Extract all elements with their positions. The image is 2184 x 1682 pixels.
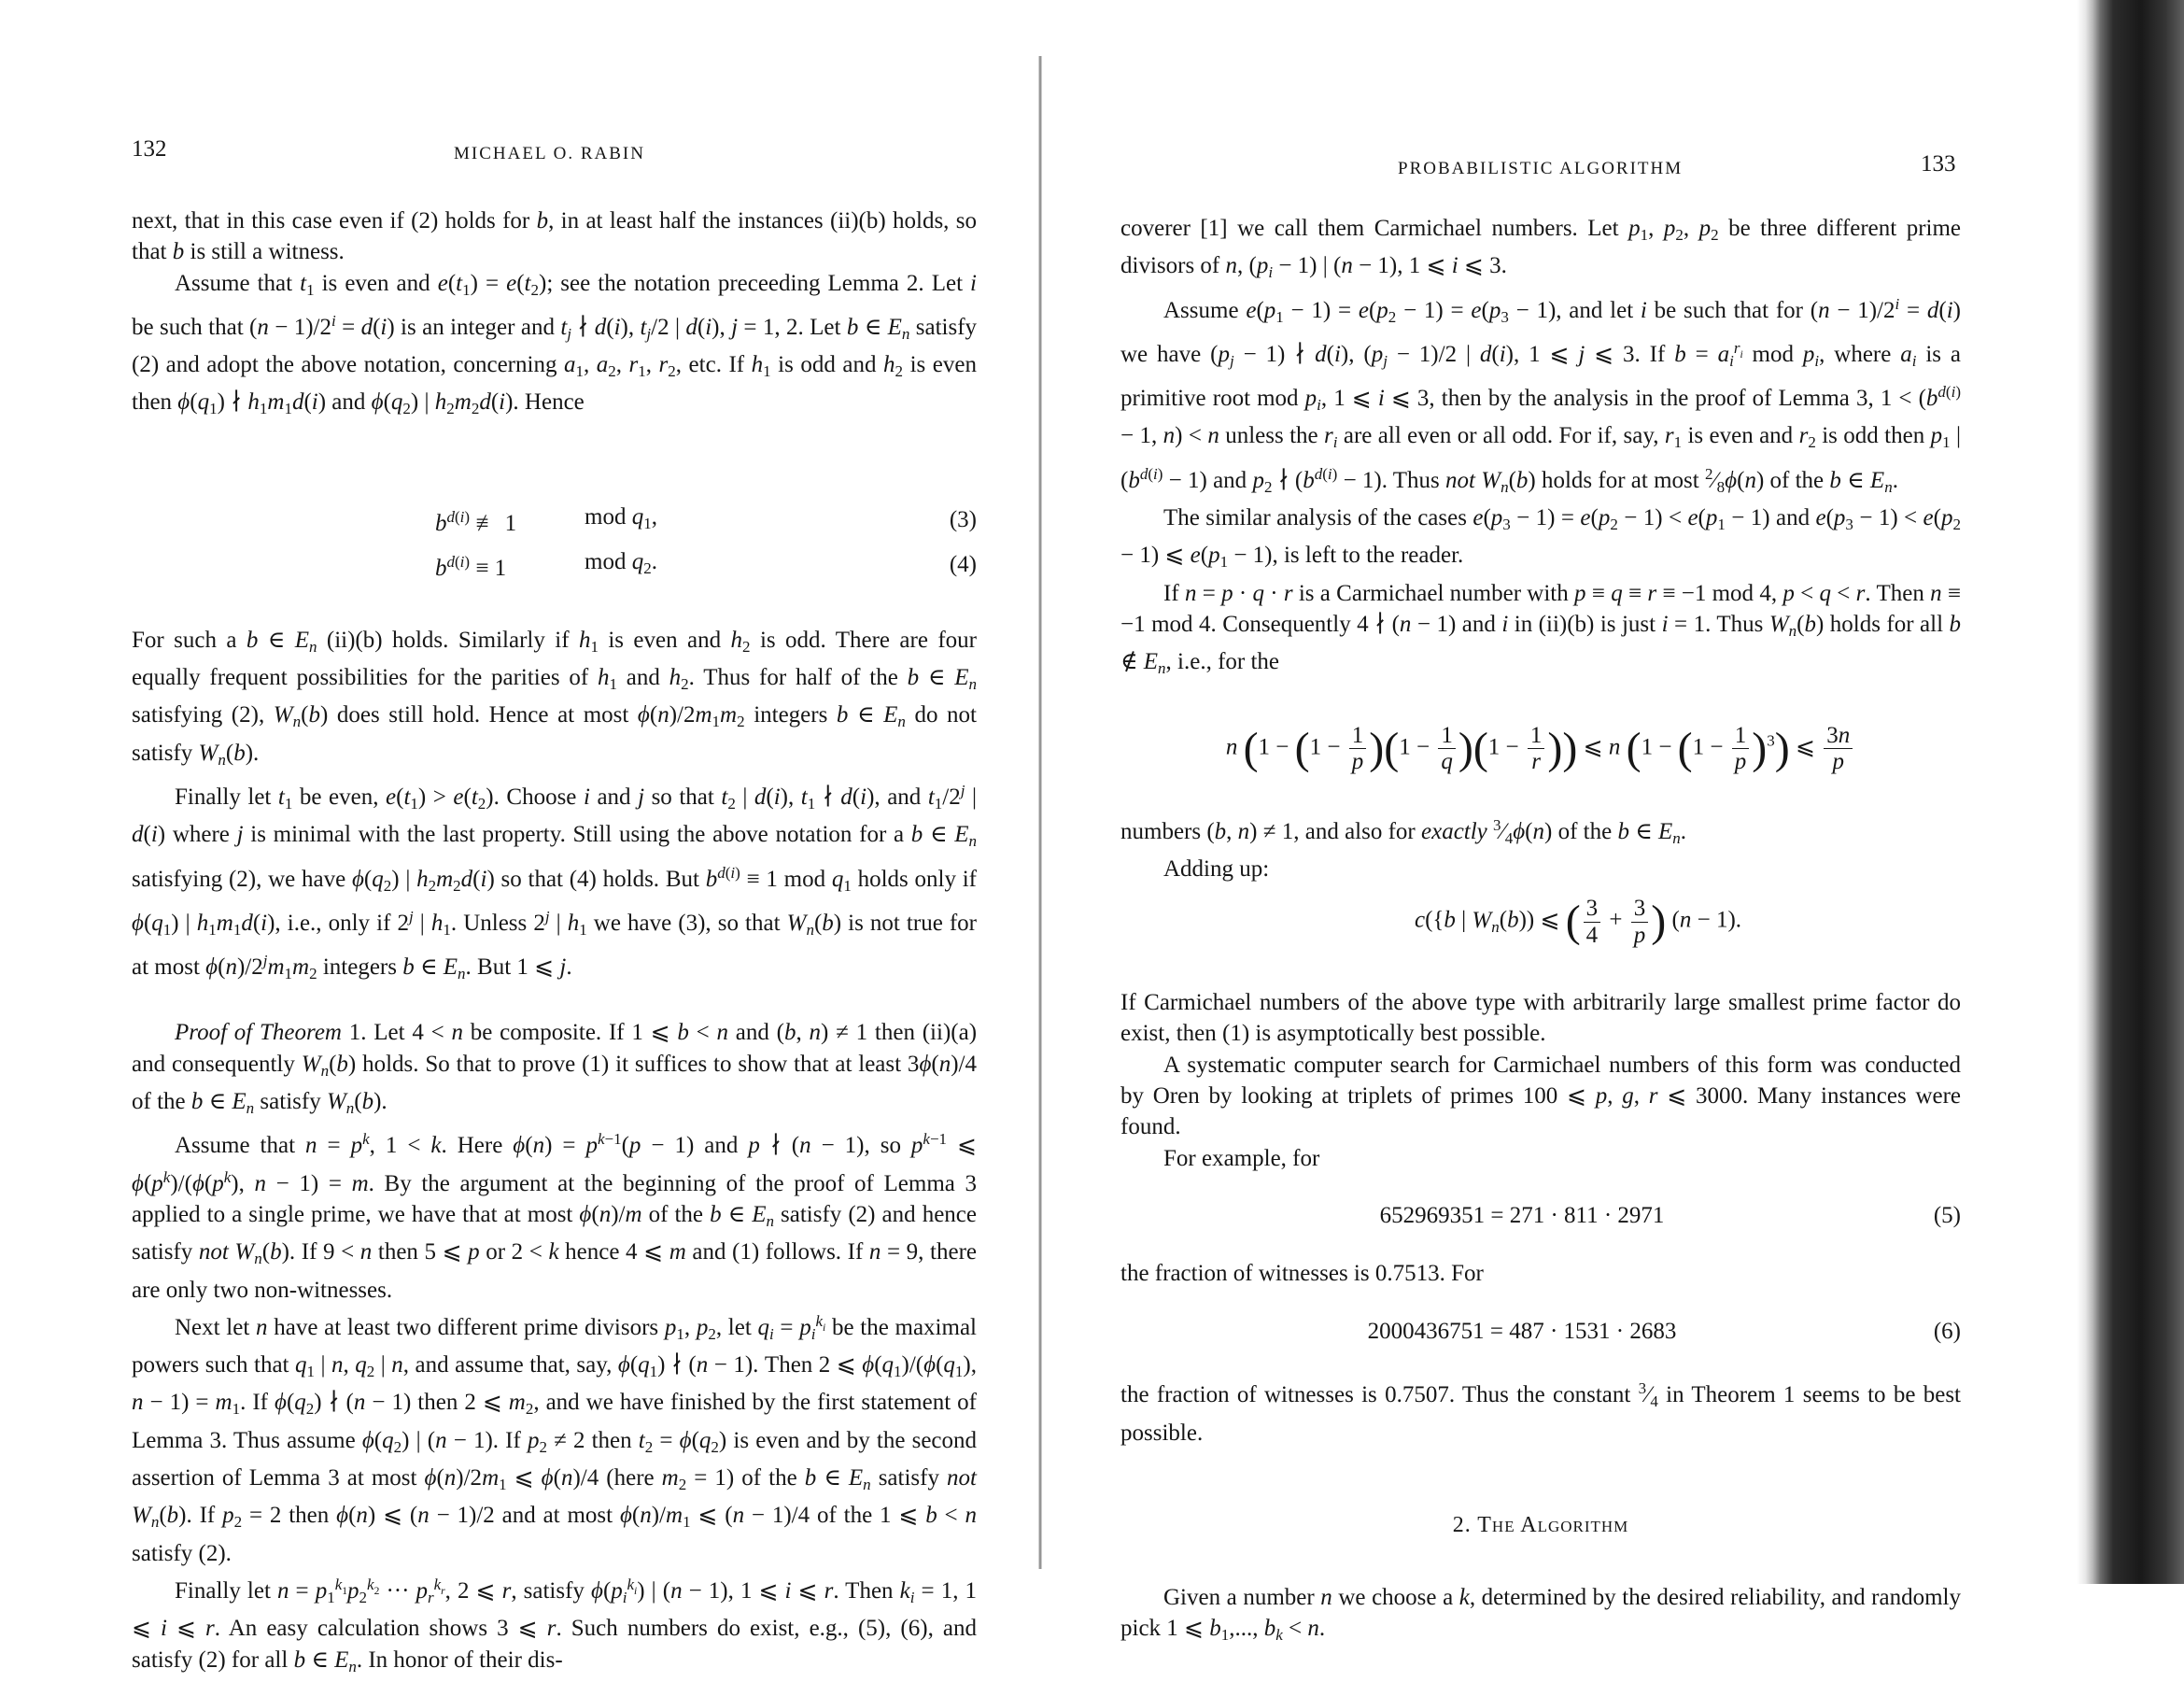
equation-number: (5) xyxy=(1933,1203,1961,1229)
equation-number: (6) xyxy=(1933,1318,1961,1344)
paragraph: coverer [1] we call them Carmichael numbers. Let $p_1$, $p_2$, $p_2$ be three different prime divisors of n, $(p_i - 1)$ | (n − 1), 1 ⩽ i ⩽ 3. xyxy=(1120,216,1962,282)
equation: $b^{d(i)}$ ≢ 1 mod $q_1$, (3) xyxy=(435,503,977,536)
scan-page-edge xyxy=(2077,0,2184,1584)
right-page xyxy=(1048,0,2077,1645)
paragraph: Adding up: xyxy=(1163,855,1270,882)
paragraph: Proof of Theorem 1. Let 4 < n be composite. If 1 ⩽ b < n and (b, n) ≠ 1 then (ii)(a) and consequently $W_n(b)$ holds. So that to prove (1) it suffices to show that at least 3ϕ(n)/4 of the b ∈ $E_n$ satisfy $W_n(b)$. xyxy=(132,1020,978,1118)
number: 652969351 xyxy=(1379,1203,1486,1229)
paragraph: A systematic computer search for Carmichael numbers of this form was conducted by Oren by looking at triplets of primes 100 ⩽ p, g, r ⩽ 3000. Many instances were found. xyxy=(1120,1052,1962,1140)
equation: $b^{d(i)} \equiv 1$ mod $q_2$. (4) xyxy=(435,548,977,581)
paragraph: Next let n have at least two different prime divisors $p_1$, $p_2$, let $q_i = p_i^{k_i}$ be the maximal powers such that $q_1$ | n, $q_2$ | n, and assume that, say, $\phi(q_1)$ ∤ (n − 1). Then 2 ⩽ $\phi(q_1)/(\phi(q_1)$, $n - 1) = m_1$. If $\phi(q_2)$ ∤ (n − 1) then 2 ⩽ $m_2$, and we have finished by the first statement of Lemma 3. Thus assume $\phi(q_2)$ | (n − 1). If $p_2 \ne 2$ then $t_2 = \phi(q_2)$ is even and by the second assertion of Lemma 3 at most $\phi(n)/2m_1$ ⩽ ϕ(n)/4 (here $m_2 = 1$) of the b ∈ $E_n$ satisfy not $W_n(b)$. If $p_2 = 2$ then ϕ(n) ⩽ (n − 1)/2 and at most $\phi(n)/m_1$ ⩽ (n − 1)/4 of the 1 ⩽ b < n satisfy (2). xyxy=(132,1311,978,1566)
paragraph: Assume $e(p_1 - 1) = e(p_2 - 1) = e(p_3 - 1)$, and let i be such that for $(n - 1)/2^i = d(i)$ we have $(p_j - 1)$ ∤ d(i), $(p_j - 1)/2$ | d(i), 1 ⩽ j ⩽ 3. If $b = a_i^{r_i}$ mod $p_i$, where $a_i$ is a primitive root mod $p_i$, 1 ⩽ i ⩽ 3, then by the analysis in the proof of Lemma 3, $1 < (b^{d(i)} - 1$, n) < n unless the $r_i$ are all even or all odd. For if, say, $r_1$ is even and $r_2$ is odd then $p_1$ | $(b^{d(i)} - 1)$ and $p_2$ ∤ $(b^{d(i)} - 1)$. Thus not $W_n(b)$ holds for at most $^2⁄_8\phi(n)$ of the b ∈ $E_n$. xyxy=(1120,294,1962,496)
left-page xyxy=(0,0,1044,1675)
running-head: MICHAEL O. RABIN xyxy=(454,144,645,163)
paragraph: If Carmichael numbers of the above type with arbitrarily large smallest prime factor do exist, then (1) is asymptotically best possible. xyxy=(1120,990,1961,1047)
number: 487 · 1531 · 2683 xyxy=(1509,1318,1677,1344)
paragraph: numbers (b, n) ≠ 1, and also for exactly $^3⁄_4\phi(n)$ of the b ∈ $E_n$. xyxy=(1120,815,1686,847)
equation: 2000436751 = 487 · 1531 · 2683 (6) xyxy=(1120,1289,1961,1373)
paragraph: Assume that $t_1$ is even and $e(t_1) = e(t_2)$; see the notation preceeding Lemma 2. Let i be such that $(n - 1)/2^i = d(i)$ is an integer and $t_j$ ∤ d(i), $t_j/2$ | d(i), j = 1, 2. Let b ∈ $E_n$ satisfy (2) and adopt the above notation, concerning $a_1$, $a_2$, $r_1$, $r_2$, etc. If $h_1$ is odd and $h_2$ is even then $\phi(q_1)$ ∤ $h_1m_1d(i)$ and $\phi(q_2)$ | $h_2m_2d(i)$. Hence xyxy=(132,270,978,418)
number: 0.7513 xyxy=(1374,1260,1440,1286)
paragraph: For example, for xyxy=(1163,1145,1320,1171)
paragraph: Assume that $n = p^k$, 1 < k. Here $\phi(n) = p^{k-1}(p - 1)$ and p ∤ (n − 1), so $p^{k-1}$ ⩽ $\phi(p^k)/(\phi(p^k)$, n − 1) = m. By the argument at the beginning of the proof of Lemma 3 applied to a single prime, we have that at most ϕ(n)/m of the b ∈ $E_n$ satisfy (2) and hence satisfy not $W_n(b)$. If 9 < n then 5 ⩽ p or 2 < k hence 4 ⩽ m and (1) follows. If n = 9, there are only two non-witnesses. xyxy=(132,1130,977,1303)
number: 271 · 811 · 2971 xyxy=(1509,1203,1665,1229)
number: 0.7507 xyxy=(1385,1382,1449,1408)
paragraph: For such a b ∈ $E_n$ (ii)(b) holds. Similarly if $h_1$ is even and $h_2$ is odd. There are four equally frequent possibilities for the parities of $h_1$ and $h_2$. Thus for half of the b ∈ $E_n$ satisfying (2), $W_n(b)$ does still hold. Hence at most $\phi(n)/2m_1m_2$ integers b ∈ $E_n$ do not satisfy $W_n(b)$. xyxy=(132,627,978,769)
right-page-body xyxy=(1120,213,1961,1651)
equation-number: (4) xyxy=(949,552,977,578)
equation: n (1 − (1 − $\frac{1}{p}$ )(1 − $\frac{1}{q}$ )(1 − $\frac{1}{r}$ )) ⩽ n (1 − (1 − $\frac{1}{p}$ )$^3$) ⩽ $\frac{3n}{p}$ xyxy=(1120,694,1961,804)
equation: 652969351 = 271 · 811 · 2971 (5) xyxy=(1120,1174,1961,1258)
paragraph: Given a number n we choose a k, determined by the desired reliability, and randomly pick 1 ⩽ $b_1$,..., $b_k < n$. xyxy=(1120,1585,1961,1645)
page-number: 133 xyxy=(1921,151,1956,177)
proof-heading: Proof of Theorem xyxy=(175,1020,342,1046)
paragraph: Finally let $n = p_1^{k_1}p_2^{k_2}$ ··· $p_r^{k_r}$, 2 ⩽ r, satisfy $\phi(p_i^{k_i})$ | (n − 1), 1 ⩽ i ⩽ r. Then $k_i = 1$, 1 ⩽ i ⩽ r. An easy calculation shows 3 ⩽ r. Such numbers do exist, e.g., (5), (6), and satisfy (2) for all b ∈ $E_n$. In honor of their dis- xyxy=(132,1575,978,1675)
left-page-body xyxy=(132,205,977,1682)
running-head: PROBABILISTIC ALGORITHM xyxy=(1398,159,1684,178)
paragraph: If n = p · q · r is a Carmichael number with p ≡ q ≡ r ≡ −1 mod 4, p < q < r. Then n ≡ −1 mod 4. Consequently 4 ∤ (n − 1) and i in (ii)(b) is just i = 1. Thus $W_n(b)$ holds for all b ∉ $E_n$, i.e., for the xyxy=(1120,580,1962,678)
equation-number: (3) xyxy=(949,507,977,533)
paragraph: the fraction of witnesses is 0.7513. For xyxy=(1120,1260,1484,1286)
paragraph: the fraction of witnesses is 0.7507. Thus the constant $^3⁄_4$ in Theorem 1 seems to be best possible. xyxy=(1120,1379,1962,1446)
paragraph: The similar analysis of the cases $e(p_3 - 1) = e(p_2 - 1) < e(p_1 - 1)$ and $e(p_3 - 1) < e(p_2 - 1)$ ⩽ $e(p_1 - 1)$, is left to the reader. xyxy=(1120,505,1961,572)
section-title: 2. The Algorithm xyxy=(1452,1512,1629,1537)
paragraph: next, that in this case even if (2) holds for b, in at least half the instances (ii)(b) holds, so that b is still a witness. xyxy=(132,208,977,265)
equation: c({b | $W_n(b)$) ⩽ ( $\frac{3}{4}$ + $\frac{3}{p}$ ) (n − 1). xyxy=(1414,896,1742,948)
page-number: 132 xyxy=(132,136,167,162)
number: 2000436751 xyxy=(1367,1318,1485,1344)
paragraph: Finally let $t_1$ be even, $e(t_1) > e(t_2)$. Choose i and j so that $t_2$ | d(i), $t_1$ ∤ d(i), and $t_1/2^j$ | d(i) where j is minimal with the last property. Still using the above notation for a b ∈ $E_n$ satisfying (2), we have $\phi(q_2)$ | $h_2m_2d(i)$ so that (4) holds. But $b^{d(i)} \equiv 1$ mod $q_1$ holds only if $\phi(q_1)$ | $h_1m_1d(i)$, i.e., only if 2$^j$ | $h_1$. Unless 2$^j$ | $h_1$ we have (3), so that $W_n(b)$ is not true for at most $\phi(n)/2^jm_1m_2$ integers b ∈ $E_n$. But 1 ⩽ j. xyxy=(132,781,978,983)
